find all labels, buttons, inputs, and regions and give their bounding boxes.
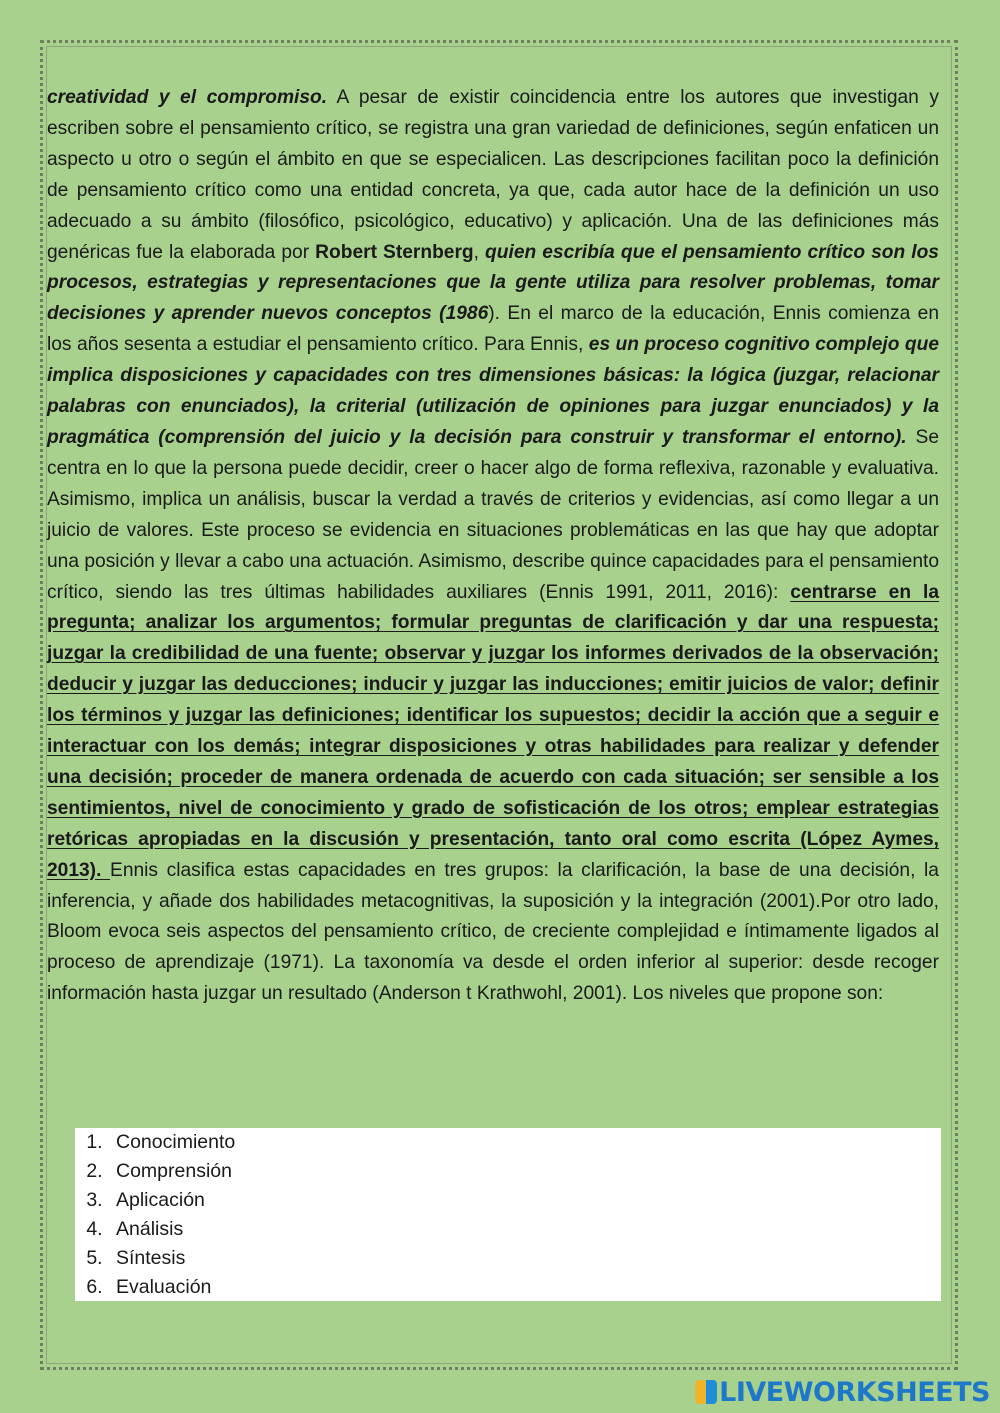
logo-text: LIVEWORKSHEETS <box>719 1376 990 1408</box>
list-item: 1. Conocimiento <box>108 1128 941 1157</box>
text-segment: Ennis clasifica estas capacidades en tres grupos: la clarificación, la base de una decisión, la inferencia, y añade dos habilidades metacognitivas, la suposición y la integración (2001).Por otro lado, Bloom evoca seis aspectos del pensamiento crítico, de creciente complejidad e íntimamente ligados al proceso de aprendizaje (1971). La taxonomía va desde el orden inferior al superior: desde recoger información hasta juzgar un resultado (Anderson t Krathwohl, 2001). Los niveles que propone son: <box>47 859 939 1005</box>
liveworksheets-logo[interactable] <box>695 1377 990 1407</box>
bloom-levels-list <box>75 1128 941 1302</box>
list-item: 2. Comprensión <box>108 1157 941 1186</box>
author-sternberg: Robert Sternberg <box>315 241 474 263</box>
ennis-capacities-list: centrarse en la pregunta; analizar los argumentos; formular preguntas de clarificación y dar una respuesta; juzgar la credibilidad de una fuente; observar y juzgar los informes derivados de la observación; deducir y juzgar las deducciones; inducir y juzgar las inducciones; emitir juicios de valor; definir los términos y juzgar las definiciones; identificar los supuestos; decidir la acción que a seguir e interactuar con los demás; integrar disposiciones y otras habilidades para realizar y defender una decisión; proceder de manera ordenada de acuerdo con cada situación; ser sensible a los sentimientos, nivel de conocimiento y grado de sofisticación de los otros; emplear estrategias retóricas apropiadas en la discusión y presentación, tanto oral como escrita (López Aymes, 2013). <box>47 581 939 881</box>
bloom-levels-box <box>75 1128 941 1301</box>
ennis-definition: es un proceso cognitivo complejo que implica disposiciones y capacidades con tres dimensiones básicas: la lógica (juzgar, relacionar palabras con enunciados), la criterial (utilización de opiniones para juzgar enunciados) y la pragmática (comprensión del juicio y la decisión para construir y transformar el entorno). <box>47 334 939 448</box>
list-item: 6. Evaluación <box>108 1273 941 1302</box>
text-segment: A pesar de existir coincidencia entre los autores que investigan y escriben sobre el pensamiento crítico, se registra una gran variedad de definiciones, según enfaticen un aspecto u otro o según el ámbito en que se especialicen. Las descripciones facilitan poco la definición de pensamiento crítico como una entidad concreta, ya que, cada autor hace de la definición un uso adecuado a su ámbito (filosófico, psicológico, educativo) y aplicación. Una de las definiciones más genéricas fue la elaborada por <box>47 87 939 263</box>
logo-badge-icon <box>695 1380 717 1404</box>
text-segment: Se centra en lo que la persona puede decidir, creer o hacer algo de forma reflexiva, razonable y evaluativa. Asimismo, implica un análisis, buscar la verdad a través de criterios y evidencias, así como llegar a un juicio de valores. Este proceso se evidencia en situaciones problemáticas en las que hay que adoptar una posición y llevar a cabo una actuación. Asimismo, describe quince capacidades para el pensamiento crítico, siendo las tres últimas habilidades auxiliares (Ennis 1991, 2011, 2016): <box>47 426 939 603</box>
list-item: 3. Aplicación <box>108 1186 941 1215</box>
emphasis-creatividad: creatividad y el compromiso. <box>47 87 328 108</box>
main-paragraph <box>47 83 939 1010</box>
list-item: 5. Síntesis <box>108 1244 941 1273</box>
text-segment: ). En el marco de la educación, Ennis comienza en los años sesenta a estudiar el pensamiento crítico. Para Ennis, <box>47 303 940 356</box>
text-segment: , <box>473 241 486 263</box>
list-item: 4. Análisis <box>108 1215 941 1244</box>
document-body <box>47 83 939 1010</box>
sternberg-definition: quien escribía que el pensamiento crítico son los procesos, estrategias y representaciones que la gente utiliza para resolver problemas, tomar decisiones y aprender nuevos conceptos (1986 <box>47 241 939 325</box>
